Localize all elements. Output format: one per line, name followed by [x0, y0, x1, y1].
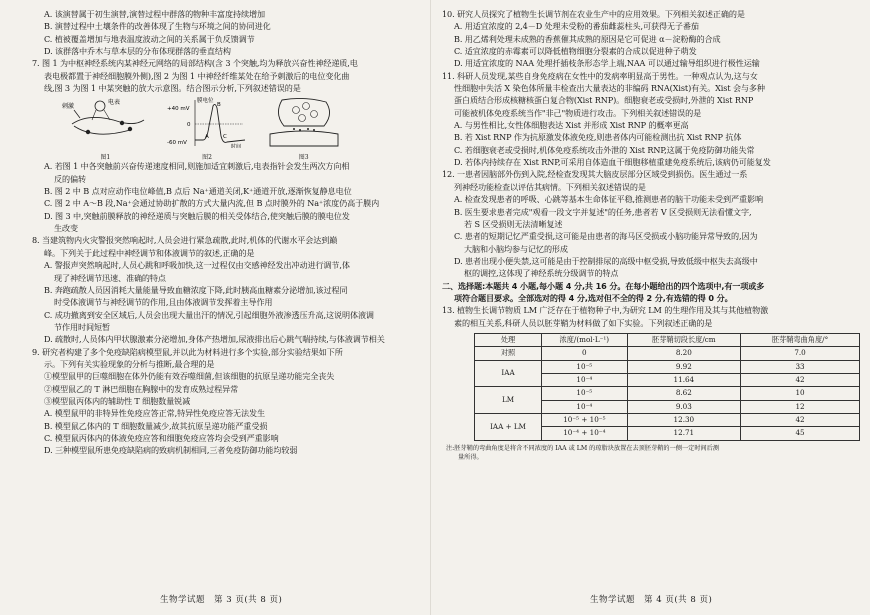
- text-line: A. 该演替属于初生演替,演替过程中群落的物种丰富度持续增加: [44, 9, 266, 19]
- text-line: A. 与男性相比,女性体细胞表达 Xist 并形成 Xist RNP 的概率更高: [454, 120, 689, 131]
- text-line: A. 警报声突然响起时,人员心跳和呼吸加快,这一过程仅由交感神经发出冲动进行调节,体: [44, 260, 350, 271]
- table-cell: 7.0: [741, 347, 860, 360]
- text-line: 11. 科研人员发现,某些自身免疫病在女性中的发病率明显高于男性。一种观点认为,这与女: [442, 70, 758, 81]
- table-note-line1: 注:胚芽鞘的弯曲角度是将含不同浓度的 IAA 或 LM 的琼脂块放置在去顶胚芽鞘的一侧一定时间后测: [446, 444, 720, 452]
- membrane-potential-label: 膜电位: [196, 98, 214, 105]
- text-line: ①模型鼠甲的巨噬细胞在体外仍能有效吞噬细菌,但该细胞的抗原呈递功能完全丧失: [44, 371, 335, 382]
- table-cell: 10: [741, 387, 860, 400]
- text-line: 若 S 区受损则无法清晰复述: [464, 218, 563, 229]
- minus60-label: -60 mV: [166, 140, 187, 147]
- text-line: D. 三种模型鼠所患免疫缺陷病的致病机制相同,三者免疫防御功能均较弱: [44, 445, 298, 456]
- table-cell: 10⁻⁴: [542, 373, 628, 386]
- table-row: [475, 347, 860, 360]
- text-line: C. 模型鼠丙体内的体液免疫应答和细胞免疫应答均会受到严重影响: [44, 432, 279, 443]
- figure-2-caption: 图2: [202, 153, 212, 161]
- table-cell: 45: [741, 427, 860, 440]
- text-line: 示。下列有关实验现象的分析与推断,最合理的是: [44, 358, 215, 369]
- text-line: ②模型鼠乙的 T 淋巴细胞在胸腺中的发育成熟过程异常: [44, 383, 239, 394]
- table-note-line2: 量所得。: [458, 453, 483, 461]
- text-line: D. 疏散时,人员体内甲状腺激素分泌增加,身体产热增加,尿液排出后心跳气喘持续,与体液调节相关: [44, 334, 385, 345]
- text-line: A. 模型鼠甲的非特异性免疫应答正常,特异性免疫应答无法发生: [44, 408, 266, 419]
- left-page: [0, 0, 430, 615]
- point-b-label: B: [216, 102, 221, 109]
- table-header-cell: 浓度/(mol·L⁻¹): [542, 333, 628, 346]
- table-cell: 10⁻⁴: [542, 400, 628, 413]
- table-cell: LM: [475, 387, 542, 414]
- text-line: A. 检查发现患者的呼吸、心跳等基本生命体征平稳,推测患者的脑干功能未受到严重影响: [454, 194, 763, 205]
- zero-label: 0: [186, 122, 191, 129]
- section-2-heading: 二、选择题:本题共 4 小题,每小题 4 分,共 16 分。在每小题给出的四个选项中,有一项或多: [442, 280, 765, 291]
- text-line: 蛋白质结合形成核糖核蛋白复合物(Xist RNP)。细胞衰老或受损时,外泄的 Xist RNP: [454, 95, 754, 106]
- text-line: C. 植被覆盖增加与地表温度波动之间的关系属于负反馈调节: [44, 33, 255, 44]
- text-line: D. 用适宜浓度的 NAA 处理扦插枝条形态学上端,NAA 可以通过输导组织进行极性运输: [454, 58, 760, 69]
- figure-3-caption: 图3: [298, 153, 309, 161]
- text-line: 峰。下列关于此过程中神经调节和体液调节的叙述,正确的是: [44, 247, 255, 258]
- text-line: A. 用适宜浓度的 2,4－D 处理未受粉的番茄雌蕊柱头,可获得无子番茄: [454, 21, 699, 32]
- text-line: A. 若图 1 中各突触前兴奋传递速度相同,则施加适宜刺激后,电表指针会发生两次方向相: [44, 161, 350, 172]
- figure-2: [166, 96, 247, 161]
- text-line: C. 图 2 中 A～B 段,Na⁺会通过协助扩散的方式大量内流,但 B 点时膜外的 Na⁺浓度仍高于膜内: [44, 198, 380, 209]
- table-header-cell: 胚芽鞘切段长度/cm: [627, 333, 740, 346]
- table-cell: 8.62: [627, 387, 740, 400]
- table-cell: 10⁻⁵: [542, 387, 628, 400]
- text-line: C. 若细胞衰老或受损时,机体免疫系统攻击外泄的 Xist RNP,这属于免疫防御功能失常: [454, 144, 755, 155]
- text-line: B. 若 Xist RNP 作为抗原激发体液免疫,则患者体内可能检测出抗 Xist RNP 抗体: [454, 132, 742, 143]
- text-line: 12. 一患者因脑部外伤到入院,经检查发现其大脑皮层部分区域受到损伤。医生通过一系: [442, 169, 748, 180]
- text-line: 大脑和小脑均参与记忆的形成: [464, 243, 568, 254]
- table-cell: 0: [542, 347, 628, 360]
- text-line: B. 演替过程中土壤条件的改善体现了生物与环境之间的协同进化: [44, 21, 271, 32]
- figure-1: [60, 96, 150, 161]
- text-line: 时受体液调节与神经调节的作用,且由体液调节发挥着主导作用: [54, 297, 273, 308]
- text-line: B. 图 2 中 B 点对应动作电位峰值,B 点后 Na⁺通道关闭,K⁺通道开放,逐渐恢复静息电位: [44, 186, 352, 197]
- text-line: ③模型鼠丙体内的辅助性 T 细胞数量锐减: [44, 395, 191, 406]
- figure-3: [264, 96, 344, 161]
- data-table: [474, 333, 860, 441]
- stimulus-label: 刺激: [62, 103, 75, 111]
- table-cell: 42: [741, 373, 860, 386]
- text-line: 列神经功能检查以评估其病情。下列相关叙述错误的是: [454, 181, 646, 192]
- point-a-label: A: [204, 134, 209, 141]
- table-cell: 12.30: [627, 414, 740, 427]
- table-cell: 12: [741, 400, 860, 413]
- right-page: [430, 0, 870, 615]
- text-line: C. 适宜浓度的赤霉素可以降低植物细胞分裂素的合成以促进种子萌发: [454, 46, 697, 57]
- text-line: B. 用乙烯利处理未成熟的香蕉催其成熟的原因是它可促进 α－淀粉酶的合成: [454, 33, 721, 44]
- text-line: 素的相互关系,科研人员以胚芽鞘为材料做了如下实验。下列叙述正确的是: [454, 317, 713, 328]
- text-line: 生改变: [54, 223, 78, 234]
- text-line: 13. 植物生长调节物质 LM 广泛存在于植物种子中,为研究 LM 的生理作用及其与其他植物激: [442, 305, 769, 316]
- text-line: 9. 研究者构建了多个免疫缺陷病模型鼠,并以此为材料进行多个实验,部分实验结果如下所: [32, 346, 343, 357]
- table-row: [475, 360, 860, 373]
- table-cell: 10⁻⁴ + 10⁻⁴: [542, 427, 628, 440]
- text-line: C. 成功撤离到安全区域后,人员会出现大量出汗的情况,引起细胞外液渗透压升高,这说明体液调: [44, 309, 374, 320]
- table-header-cell: 处理: [475, 333, 542, 346]
- figures-q7: [52, 96, 352, 161]
- text-line: 枢的调控,这体现了神经系统分级调节的特点: [464, 268, 619, 279]
- text-line: B. 模型鼠乙体内的 T 细胞数量减少,故其抗原呈递功能严重受损: [44, 420, 268, 431]
- footer-right: 生物学试题 第 4 页(共 8 页): [590, 595, 713, 605]
- point-c-label: C: [222, 134, 227, 141]
- table-cell: IAA: [475, 360, 542, 387]
- table-cell: 10⁻⁵ + 10⁻⁵: [542, 414, 628, 427]
- text-line: D. 该群落中乔木与草本层的分布体现群落的垂直结构: [44, 46, 231, 57]
- text-line: 可能被机体免疫系统当作"非己"物质进行攻击。下列相关叙述错误的是: [454, 107, 702, 118]
- table-header-cell: 胚芽鞘弯曲角度/°: [741, 333, 860, 346]
- figure-1-caption: 图1: [100, 153, 111, 161]
- section-2-heading-cont: 项符合题目要求。全部选对的得 4 分,选对但不全的得 2 分,有选错的得 0 分。: [454, 292, 733, 303]
- meter-label: 电表: [108, 99, 121, 107]
- table-cell: 10⁻⁵: [542, 360, 628, 373]
- table-cell: 9.92: [627, 360, 740, 373]
- table-note: [442, 444, 860, 462]
- text-line: 10. 研究人员探究了植物生长调节剂在农业生产中的应用效果。下列相关叙述正确的是: [442, 9, 745, 19]
- text-line: C. 患者的短期记忆严重受损,这可能是由患者的海马区受损或小脑功能异常导致的,因为: [454, 231, 758, 242]
- table-row: [475, 414, 860, 427]
- text-line: D. 图 3 中,突触前膜释放的神经递质与突触后膜的相关受体结合,使突触后膜的膜电位发: [44, 210, 350, 221]
- text-line: 性细胞中失活 X 染色体所量丰检查出大量表达的非编码 RNA(Xist)有关。Xist 会与多种: [454, 83, 765, 94]
- text-line: B. 医生要求患者完成"观看一段文字并复述"的任务,患者若 V 区受损则无法看懂文字,: [454, 206, 752, 217]
- table-cell: 9.03: [627, 400, 740, 413]
- time-label: 时间: [230, 144, 241, 149]
- text-line: D. 患者出现小便失禁,这可能是由于控制排尿的高级中枢受损,导致低级中枢失去高级中: [454, 255, 758, 266]
- table-row: [475, 387, 860, 400]
- text-line: 现了神经调节迅速、准确的特点: [54, 272, 166, 283]
- table-cell: IAA + LM: [475, 414, 542, 441]
- text-line: 反的偏转: [54, 173, 86, 184]
- plus40-label: +40 mV: [166, 106, 190, 113]
- table-cell: 对照: [475, 347, 542, 360]
- table-cell: 8.20: [627, 347, 740, 360]
- text-line: D. 若体内持续存在 Xist RNP,可采用自体造血干细胞移植重建免疫系统后,该病仍可能复发: [454, 157, 771, 168]
- text-line: 线,图 3 为图 1 中某突触的放大示意图。结合图示分析,下列叙述错误的是: [44, 83, 301, 94]
- table-cell: 11.64: [627, 373, 740, 386]
- table-cell: 33: [741, 360, 860, 373]
- text-line: 8. 当建筑物内火灾警报突然响起时,人员会进行紧急疏散,此时,机体的代谢水平会达到巅: [32, 235, 338, 246]
- table-cell: 12.71: [627, 427, 740, 440]
- table-cell: 42: [741, 414, 860, 427]
- text-line: 7. 图 1 为中枢神经系统内某神经元网络的局部结构(含 3 个突触,均为释放兴奋性神经递质,电: [32, 58, 358, 69]
- text-line: 表电极都置于神经细胞膜外侧),图 2 为图 1 中神经纤维某处在给予刺激后的电位变化曲: [44, 70, 350, 81]
- text-line: B. 奔跑疏散人员因消耗大量能量导致血糖浓度下降,此时胰高血糖素分泌增加,该过程同: [44, 284, 348, 295]
- text-line: 节作用时间短暂: [54, 321, 110, 332]
- footer-left: 生物学试题 第 3 页(共 8 页): [160, 595, 283, 605]
